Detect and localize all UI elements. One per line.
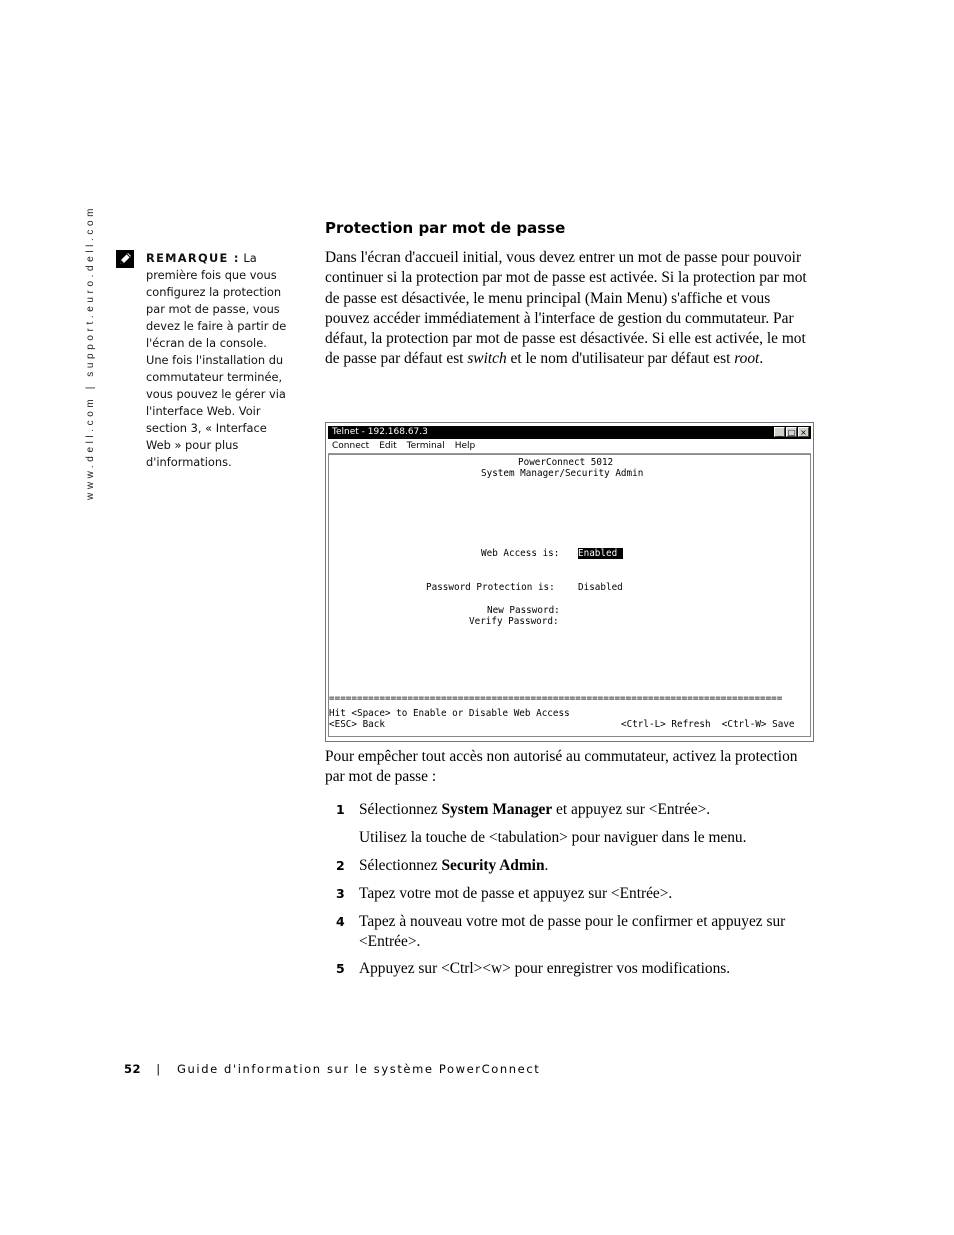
verify-password-label: Verify Password: bbox=[469, 616, 559, 627]
note-body: La première fois que vous configurez la protection par mot de passe, vous devez le faire à partir de l'écran de la console. Une fois l'installation du commutateur terminée, vous pouvez le gérer via l'interface Web. Voir section 3, « Interface Web » pour plus d'informations. bbox=[146, 251, 287, 469]
intro-part1: Dans l'écran d'accueil initial, vous devez entrer un mot de passe pour pouvoir continuer si la protection par mot de passe est activée. Si la protection par mot de passe est désactivée, le menu principal (Main Menu) s'affiche et vous pouvez accéder immédiatement à l'interface de gestion du commutateur. Par défaut, la protection par mot de passe est désactivée. Si elle est activée, le mot de passe par défaut est bbox=[325, 249, 807, 368]
screen-title: System Manager/Security Admin bbox=[481, 468, 644, 479]
minimize-button[interactable]: _ bbox=[774, 427, 785, 437]
step-text: Tapez à nouveau votre mot de passe pour le confirmer et appuyez sur <Entrée>. bbox=[359, 913, 786, 950]
password-protection-label: Password Protection is: bbox=[426, 582, 555, 593]
step-text: Utilisez la touche de <tabulation> pour naviguer dans le menu. bbox=[359, 829, 747, 846]
step-1-post: et appuyez sur <Entrée>. bbox=[552, 801, 711, 818]
step-number: 4 bbox=[336, 914, 345, 929]
step-number: 3 bbox=[336, 886, 345, 901]
default-password: switch bbox=[467, 350, 507, 368]
intro-part2: et le nom d'utilisateur par défaut est bbox=[506, 350, 735, 368]
step-text: Appuyez sur <Ctrl><w> pour enregistrer vos modifications. bbox=[359, 960, 731, 977]
side-url: www.dell.com | support.euro.dell.com bbox=[85, 204, 96, 500]
password-protection-value[interactable]: Disabled bbox=[578, 582, 623, 593]
step-text bbox=[359, 800, 799, 820]
after-paragraph: Pour empêcher tout accès non autorisé au commutateur, activez la protection par mot de passe : bbox=[325, 748, 798, 786]
terminal-area[interactable] bbox=[328, 454, 811, 737]
page-number: 52 bbox=[124, 1062, 142, 1076]
note-label: REMARQUE : bbox=[146, 251, 240, 265]
new-password-label: New Password: bbox=[487, 605, 560, 616]
step-number: 2 bbox=[336, 858, 345, 873]
footer-title: Guide d'information sur le système PowerConnect bbox=[177, 1062, 541, 1076]
intro-paragraph bbox=[325, 248, 815, 370]
shortcut-keys[interactable]: <Ctrl-L> Refresh <Ctrl-W> Save bbox=[621, 719, 795, 730]
menu-connect[interactable]: Connect bbox=[332, 441, 370, 451]
window-titlebar bbox=[328, 426, 811, 439]
intro-part3: . bbox=[759, 350, 764, 368]
separator-line: ================================================================================= bbox=[329, 693, 783, 704]
note-pencil-icon bbox=[115, 249, 135, 269]
product-name: PowerConnect 5012 bbox=[518, 457, 614, 468]
note bbox=[146, 250, 291, 471]
step-number: 1 bbox=[336, 802, 345, 817]
section-title: Protection par mot de passe bbox=[325, 219, 566, 237]
footer-separator: | bbox=[156, 1062, 162, 1076]
step-text bbox=[359, 856, 799, 876]
default-username: root bbox=[734, 350, 760, 368]
step-2-pre: Sélectionnez bbox=[359, 857, 442, 874]
step-2-post: . bbox=[544, 857, 549, 874]
step-1-pre: Sélectionnez bbox=[359, 801, 442, 818]
web-access-field[interactable]: Enabled bbox=[578, 548, 623, 559]
hint-line: Hit <Space> to Enable or Disable Web Access bbox=[329, 708, 570, 719]
step-2-bold: Security Admin bbox=[441, 857, 545, 874]
page-footer bbox=[124, 1062, 540, 1076]
telnet-screenshot bbox=[325, 422, 814, 742]
esc-back[interactable]: <ESC> Back bbox=[329, 719, 385, 730]
menu-bar bbox=[328, 440, 811, 454]
menu-terminal[interactable]: Terminal bbox=[406, 441, 445, 451]
close-button[interactable]: × bbox=[798, 427, 809, 437]
menu-edit[interactable]: Edit bbox=[379, 441, 397, 451]
step-number: 5 bbox=[336, 961, 345, 976]
menu-help[interactable]: Help bbox=[454, 441, 476, 451]
maximize-button[interactable]: □ bbox=[787, 428, 796, 437]
step-1-bold: System Manager bbox=[441, 801, 553, 818]
window-title: Telnet - 192.168.67.3 bbox=[332, 427, 428, 437]
web-access-label: Web Access is: bbox=[481, 548, 560, 559]
step-text: Tapez votre mot de passe et appuyez sur <Entrée>. bbox=[359, 885, 673, 902]
